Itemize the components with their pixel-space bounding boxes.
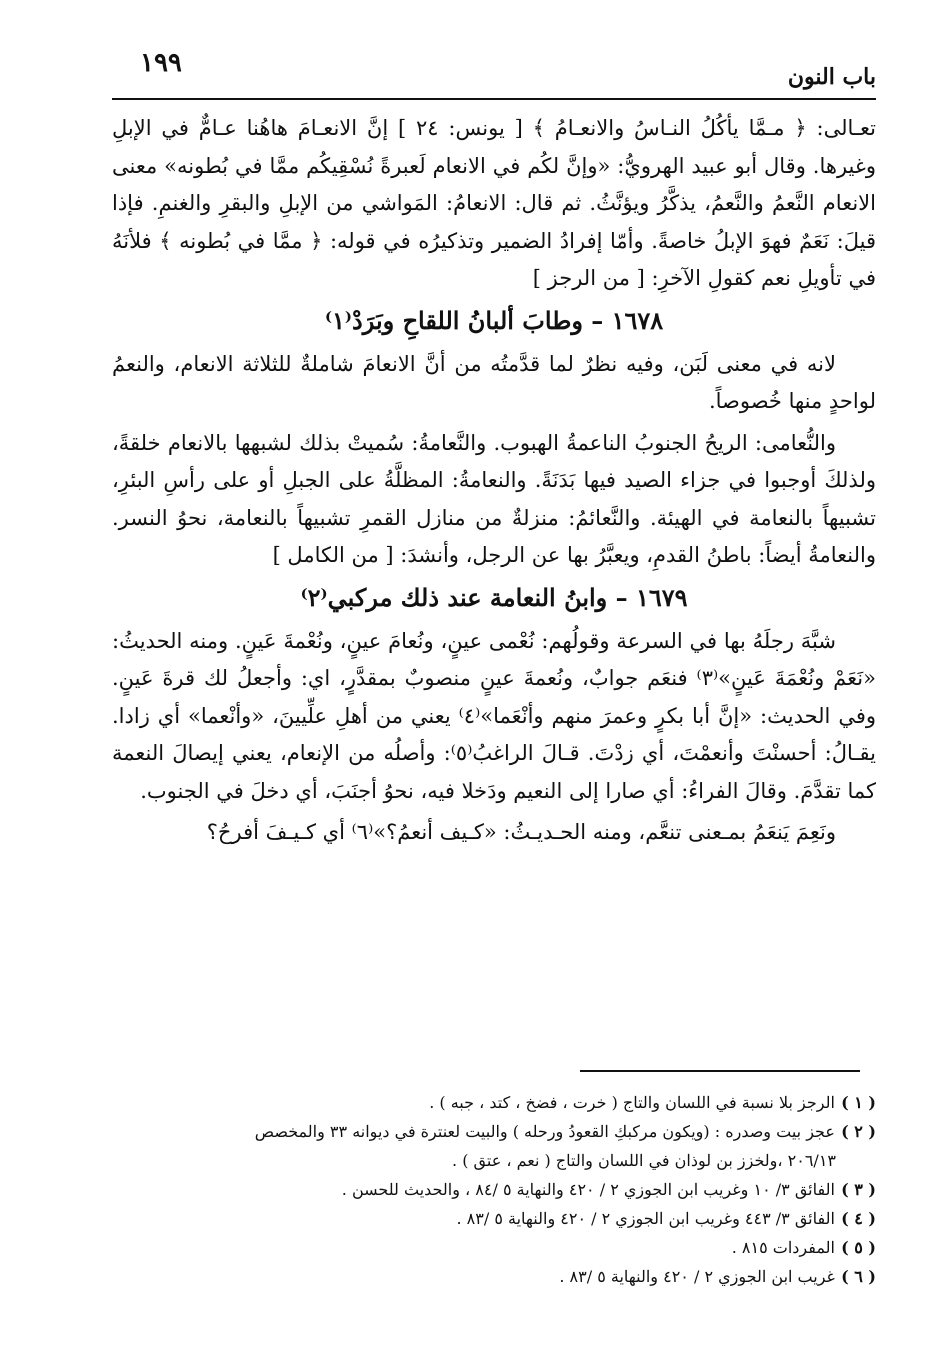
page-header bbox=[110, 38, 876, 102]
header-divider bbox=[112, 98, 876, 100]
footnotes bbox=[112, 1088, 876, 1291]
footnote-divider bbox=[580, 1070, 860, 1072]
footnote-number: ( ٤ ) bbox=[841, 1209, 876, 1228]
footnote-3 bbox=[112, 1175, 876, 1204]
page-number: ١٩٩ bbox=[140, 48, 182, 78]
footnote-text: المفردات ٨١٥ . bbox=[731, 1238, 835, 1257]
footnote-number: ( ٢ ) bbox=[841, 1122, 876, 1141]
entry-heading-1679: ١٦٧٩ – وابنُ النعامة عند ذلك مركبي⁽٢⁾ bbox=[300, 582, 688, 612]
running-head: باب النون bbox=[787, 64, 876, 90]
footnote-number: ( ٦ ) bbox=[841, 1267, 876, 1286]
footnote-text: الفائق ٣/ ١٠ وغريب ابن الجوزي ٢ / ٤٢٠ والنهاية ٥ /٨٤ ، والحديث للحسن . bbox=[341, 1180, 835, 1199]
main-text bbox=[112, 110, 876, 852]
footnote-number: ( ١ ) bbox=[841, 1093, 876, 1112]
footnote-text: غريب ابن الجوزي ٢ / ٤٢٠ والنهاية ٥ /٨٣ . bbox=[559, 1267, 835, 1286]
paragraph-5: ونَعِمَ يَنعَمُ بمـعنى تنعَّم، ومنه الحـديـثُ: «كـيف أنعمُ؟»⁽٦⁾ أي كـيـفَ أفرحُ؟ bbox=[206, 820, 836, 844]
paragraph-3: والنُّعامى: الريحُ الجنوبُ الناعمةُ الهبوب. والنَّعامةُ: سُميتْ بذلك لشبهها بالانعام خلقةً، ولذلكَ أوجبوا في جزاء الصيد فيها بَدَنَةً. والنعامةُ: المظلَّةُ على الجبلِ أو على رأسِ البئرِ، تشبيهاً بالنعامة في الهيئة. والنَّعائمُ: منزلةٌ من منازل القمرِ تشبيهاً بالنعامة، نحوُ النسر. والنعامةُ أيضاً: باطنُ القدمِ، ويعبَّرُ بها عن الرجل، وأنشدَ: [ من الكامل ] bbox=[112, 430, 876, 567]
footnote-2 bbox=[112, 1117, 876, 1146]
paragraph-1: تعـالى: ﴿ مـمَّا يأكُلُ النـاسُ والانعـامُ ﴾ [ يونس: ٢٤ ] إنَّ الانعـامَ هاهُنا عـامٌّ في الإبلِ وغيرها. وقال أبو عبيد الهرويُّ: «وإنَّ لكُم في الانعام لَعبرةً نُسْقِيكُم ممَّا في بُطونه» معنى الانعام النَّعمُ والنَّعمُ، يذكَّرُ ويؤنَّثُ. ثم قال: الانعامُ: المَواشي من الإبلِ والبقرِ والغنمِ. فإذا قيلَ: نَعَمٌ فهوَ الإبلُ خاصةً. وأمّا إفرادُ الضمير وتذكيرُه في قوله: ﴿ ممَّا في بُطونه ﴾ فلأنَهُ في تأويلِ نعم كقولِ الآخرِ: [ من الرجز ] bbox=[112, 116, 876, 290]
footnote-text: الرجز بلا نسبة في اللسان والتاج ( خرت ، فضخ ، كتد ، جبه ) . bbox=[429, 1093, 835, 1112]
footnote-6 bbox=[112, 1262, 876, 1291]
footnote-4 bbox=[112, 1204, 876, 1233]
footnote-5 bbox=[112, 1233, 876, 1262]
footnote-number: ( ٣ ) bbox=[841, 1180, 876, 1199]
footnote-2-continuation: ٢٠٦/١٣ ،ولخزز بن لوذان في اللسان والتاج ( نعم ، عتق ) . bbox=[452, 1151, 836, 1170]
entry-heading-1678: ١٦٧٨ – وطابَ ألبانُ اللقاحِ وبَرَدْ⁽١⁾ bbox=[324, 305, 664, 335]
footnote-number: ( ٥ ) bbox=[841, 1238, 876, 1257]
paragraph-4: شبَّهَ رجلَهُ بها في السرعة وقولُهم: نُعْمى عينٍ، ونُعامَ عينٍ، ونُعْمةَ عَينٍ. ومنه الحديثُ: «نَعَمْ ونُعْمَةَ عَينٍ»⁽٣⁾ فنعَم جوابٌ، ونُعمةَ عينٍ منصوبٌ بمقدَّرٍ، اي: وأجعلُ لك قرةَ عَينٍ. وفي الحديث: «إنَّ أبا بكرٍ وعمرَ منهم وأنْعَما»⁽٤⁾ يعني من أهلِ علِّيينَ، «وأنْعما» أي زادا. يقـالُ: أحسنْتَ وأنعمْتَ، أي زدْتَ. قـالَ الراغبُ⁽٥⁾: وأصلُه من الإنعام، يعني إيصالَ النعمة كما تقدَّمَ. وقالَ الفراءُ: أي صارا إلى النعيم ودَخلا فيه، نحوُ أجنَبَ، أي دخلَ في الجنوب. bbox=[112, 628, 877, 803]
footnote-1 bbox=[112, 1088, 876, 1117]
paragraph-2: لانه في معنى لَبَن، وفيه نظرٌ لما قدَّمتُه من أنَّ الانعامَ شاملةٌ للثلاثة الانعام، والنعمُ لواحدٍ منها خُصوصاً. bbox=[112, 351, 876, 413]
footnote-text: الفائق ٣/ ٤٤٣ وغريب ابن الجوزي ٢ / ٤٢٠ والنهاية ٥ /٨٣ . bbox=[456, 1209, 835, 1228]
footnote-text: عجز بيت وصدره : (ويكون مركبكِ القعودُ ورحله ) والبيت لعنترة في ديوانه ٣٣ والمخصص bbox=[254, 1122, 835, 1141]
